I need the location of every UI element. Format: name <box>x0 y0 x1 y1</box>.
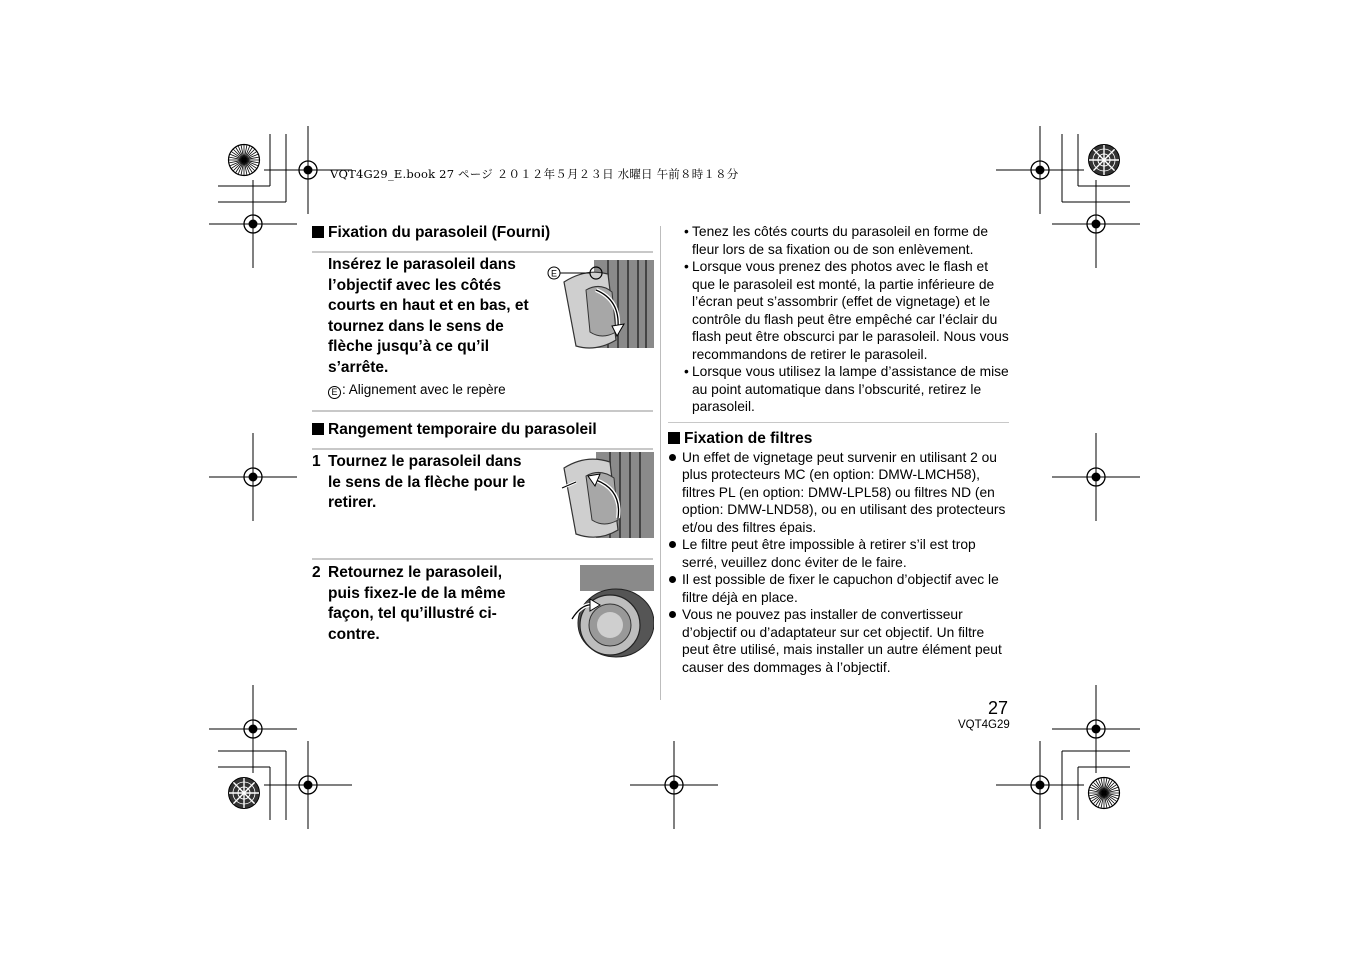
hood-notes-list <box>668 223 1009 416</box>
alignment-caption: E : Alignement avec le repère <box>328 381 506 399</box>
svg-text:E: E <box>550 268 558 279</box>
step-number: 1 <box>312 453 321 470</box>
section-rule <box>312 410 653 412</box>
black-square-icon <box>312 423 324 435</box>
list-item: • Lorsque vous utilisez la lampe d’assistance de mise au point automatique dans l’obscurité, retirez le parasoleil. <box>684 364 1009 414</box>
section-title-filters: Fixation de filtres <box>668 429 1009 449</box>
lens-hood-reversed-illustration <box>566 565 654 664</box>
filled-circle-icon <box>669 454 676 461</box>
column-divider <box>660 226 661 700</box>
page-number: 27 <box>988 698 1009 718</box>
step-number: 2 <box>312 564 321 581</box>
filled-circle-icon <box>669 541 676 548</box>
hood-attach-instruction: Insérez le parasoleil dans l’objectif avec les côtés courts en haut et en bas, et tournez dans le sens de flèche jusqu’à ce qu’il s’arrête. <box>328 256 529 376</box>
section-rule <box>668 422 1009 423</box>
list-item: Il est possible de fixer le capuchon d’objectif avec le filtre déjà en place. <box>668 571 1009 606</box>
black-square-icon <box>668 432 680 444</box>
bullet: • <box>684 259 689 274</box>
step-text: Tournez le parasoleil dans le sens de la flèche pour le retirer. <box>328 453 526 511</box>
list-item: • Tenez les côtés courts du parasoleil en forme de fleur lors de sa fixation ou de son enlèvement. <box>684 224 989 257</box>
lens-hood-attach-illustration <box>546 260 654 357</box>
right-column <box>668 222 1009 676</box>
lens-hood-remove-illustration <box>560 452 654 545</box>
section-title-hood-storage: Rangement temporaire du parasoleil <box>312 419 653 441</box>
list-item: Le filtre peut être impossible à retirer s’il est trop serré, veuillez donc éviter de le faire. <box>668 536 1009 571</box>
bullet: • <box>684 224 689 239</box>
circled-e-icon: E <box>328 386 341 399</box>
filter-notes-list <box>668 449 1009 677</box>
black-square-icon <box>312 226 324 238</box>
filled-circle-icon <box>669 611 676 618</box>
list-item: Vous ne pouvez pas installer de convertisseur d’objectif ou d’adaptateur sur cet objectif. Un filtre peut être utilisé, mais installer un autre élément peut causer des dommages à l’objectif. <box>668 606 1009 676</box>
list-item: Un effet de vignetage peut survenir en utilisant 2 ou plus protecteurs MC (en option: DMW-LMCH58), filtres PL (en option: DMW-LPL58) ou filtres ND (en option: DMW-LND58), ou en utilisant des protecteurs et/ou des filtres épais. <box>668 449 1009 537</box>
list-item: • Lorsque vous prenez des photos avec le flash et que le parasoleil est monté, la partie inférieure de l’écran peut s’assombrir (effet de vignetage) et le contrôle du flash peut être empêché car l’éclair du flash peut être obscurci par le parasoleil. Nous vous recommandons de retirer le parasoleil. <box>684 259 1009 362</box>
filled-circle-icon <box>669 576 676 583</box>
model-code: VQT4G29 <box>958 719 1010 731</box>
section-title-hood-attach: Fixation du parasoleil (Fourni) <box>312 222 653 244</box>
print-header: VQT4G29_E.book 27 ページ ２０１２年５月２３日 水曜日 午前８時１８分 <box>330 167 739 181</box>
bullet: • <box>684 364 689 379</box>
step-text: Retournez le parasoleil, puis fixez-le de la même façon, tel qu’illustré ci-contre. <box>328 564 506 643</box>
